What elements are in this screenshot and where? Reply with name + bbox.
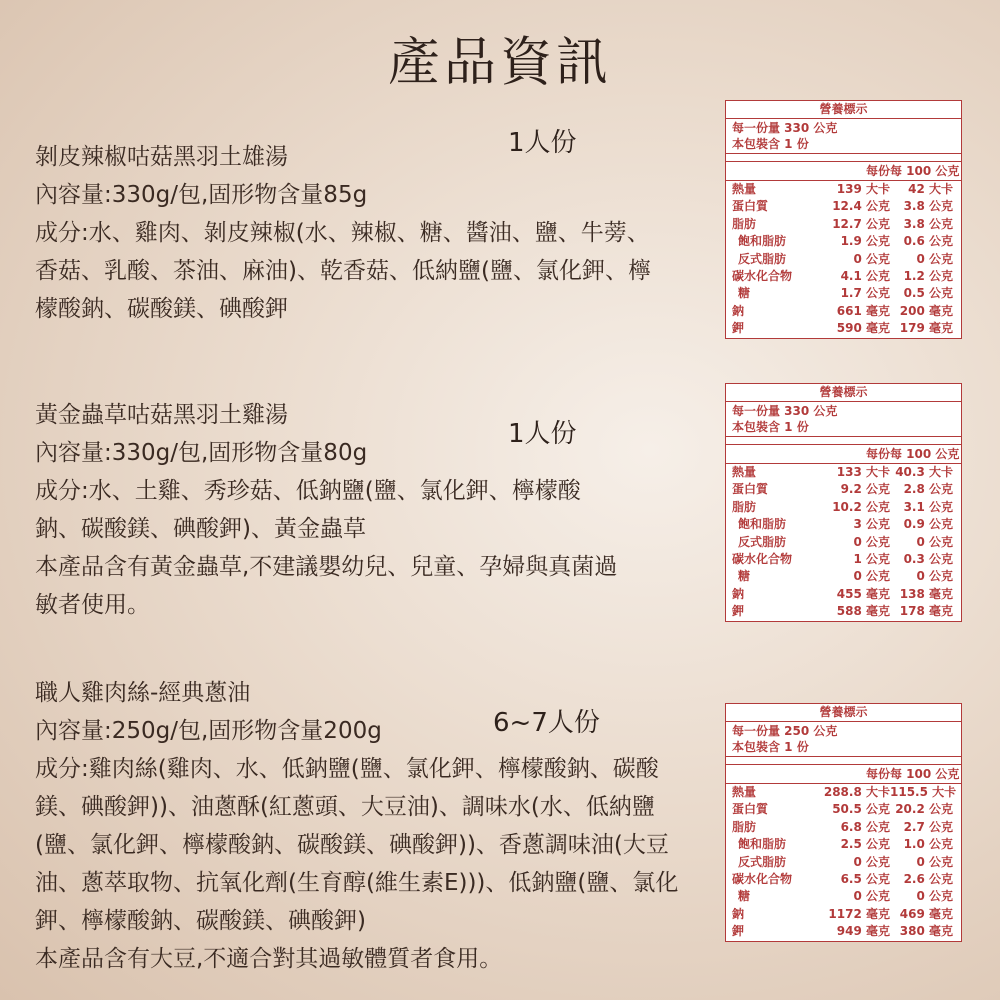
nutrition-row [726, 871, 961, 888]
per-serving-quantity: 每一份量 250 公克 [732, 724, 838, 738]
nutrition-label-1 [725, 100, 962, 339]
ingredients-line: 成分:水、土雞、秀珍菇、低鈉鹽(鹽、氯化鉀、檸檬酸 [35, 478, 581, 504]
nutrient-per-100g: 0 公克 [916, 569, 953, 584]
nutrient-label: 熱量 [732, 465, 757, 479]
nutrition-row [726, 499, 961, 516]
servings-per-package: 本包裝含 1 份 [732, 420, 809, 434]
nutrient-label: 鉀 [732, 321, 745, 336]
nutrition-row [726, 233, 961, 250]
nutrient-per-serving: 949 毫克 [836, 924, 890, 939]
nutrient-per-serving: 4.1 公克 [840, 268, 890, 283]
serving-size: 6~7人份 [493, 708, 600, 738]
nutrient-label: 鈉 [732, 906, 745, 921]
nutrient-per-serving: 2.5 公克 [840, 837, 890, 852]
nutrient-per-serving: 0 公克 [853, 534, 890, 549]
nutrition-label-3 [725, 703, 962, 942]
nutrient-label: 糖 [738, 889, 751, 904]
nutrient-per-serving: 1.7 公克 [840, 286, 890, 301]
col-per-serving: 每份 [865, 447, 890, 461]
nutrient-per-100g: 0 公克 [916, 889, 953, 904]
nutrition-row [726, 819, 961, 836]
nutrient-per-100g: 0 公克 [916, 251, 953, 266]
nutrition-row [726, 568, 961, 585]
nutrient-label: 碳水化合物 [732, 871, 793, 886]
product-3 [35, 674, 725, 978]
nutrition-row [726, 801, 961, 818]
nutrient-label: 糖 [738, 286, 751, 301]
nutrient-label: 脂肪 [732, 819, 757, 834]
nutrient-per-100g: 2.8 公克 [903, 482, 953, 497]
ingredients-line: 香菇、乳酸、茶油、麻油)、乾香菇、低納鹽(鹽、氯化鉀、檸 [35, 258, 651, 284]
nutrient-per-100g: 200 毫克 [899, 303, 953, 318]
product-name: 剝皮辣椒咕菇黑羽土雄湯 [35, 144, 288, 170]
per-serving-quantity: 每一份量 330 公克 [732, 404, 838, 418]
nutrient-per-serving: 10.2 公克 [832, 499, 890, 514]
nutrient-label: 碳水化合物 [732, 551, 793, 566]
ingredients-line: 鉀、檸檬酸鈉、碳酸鎂、碘酸鉀) [35, 908, 366, 934]
product-2 [35, 396, 725, 624]
serving-size: 1人份 [508, 419, 577, 449]
nutrient-per-serving: 661 毫克 [836, 303, 890, 318]
nutrient-per-serving: 3 公克 [853, 517, 890, 532]
nutrient-label: 碳水化合物 [732, 268, 793, 283]
nutrition-heading: 營養標示 [726, 101, 961, 119]
nutrition-row [726, 516, 961, 533]
nutrient-per-100g: 115.5 大卡 [890, 785, 957, 799]
nutrient-per-100g: 469 毫克 [899, 906, 953, 921]
nutrition-row [726, 854, 961, 871]
per-serving-quantity: 每一份量 330 公克 [732, 121, 838, 135]
nutrient-per-100g: 3.8 公克 [903, 199, 953, 214]
nutrient-per-serving: 455 毫克 [836, 586, 890, 601]
nutrient-per-100g: 2.7 公克 [903, 819, 953, 834]
nutrition-row [726, 303, 961, 320]
nutrition-heading: 營養標示 [726, 384, 961, 402]
nutrient-label: 鉀 [732, 924, 745, 939]
nutrient-label: 脂肪 [732, 499, 757, 514]
nutrient-per-serving: 0 公克 [853, 889, 890, 904]
ingredients-line: (鹽、氯化鉀、檸檬酸鈉、碳酸鎂、碘酸鉀))、香蔥調味油(大豆 [35, 832, 669, 858]
nutrition-row [726, 181, 961, 198]
nutrient-label: 鈉 [732, 303, 745, 318]
col-per-serving: 每份 [865, 164, 890, 178]
nutrient-label: 飽和脂肪 [738, 837, 787, 852]
nutrient-per-serving: 12.7 公克 [832, 216, 890, 231]
product-name: 職人雞肉絲-經典蔥油 [35, 680, 251, 706]
nutrition-row [726, 320, 961, 337]
nutrient-label: 脂肪 [732, 216, 757, 231]
product-content: 內容量:250g/包,固形物含量200g [35, 718, 382, 744]
nutrient-label: 飽和脂肪 [738, 234, 787, 249]
nutrient-label: 反式脂肪 [738, 251, 787, 266]
nutrition-row [726, 285, 961, 302]
nutrition-rows [726, 784, 961, 941]
serving-size: 1人份 [508, 128, 577, 158]
nutrient-per-100g: 138 毫克 [899, 586, 953, 601]
nutrient-label: 熱量 [732, 785, 757, 799]
nutrient-per-100g: 1.0 公克 [903, 837, 953, 852]
product-content: 內容量:330g/包,固形物含量85g [35, 182, 368, 208]
nutrition-heading: 營養標示 [726, 704, 961, 722]
nutrient-per-serving: 6.8 公克 [840, 819, 890, 834]
servings-per-package: 本包裝含 1 份 [732, 740, 809, 754]
nutrient-per-serving: 1172 毫克 [828, 906, 890, 921]
nutrient-per-100g: 380 毫克 [899, 924, 953, 939]
nutrition-row [726, 586, 961, 603]
nutrient-label: 熱量 [732, 182, 757, 196]
nutrient-label: 糖 [738, 569, 751, 584]
nutrient-per-100g: 0.5 公克 [903, 286, 953, 301]
nutrition-row [726, 906, 961, 923]
ingredients-line: 成分:水、雞肉、剝皮辣椒(水、辣椒、糖、醬油、鹽、牛蒡、 [35, 220, 650, 246]
nutrition-row [726, 534, 961, 551]
nutrient-label: 鉀 [732, 604, 745, 619]
nutrient-per-100g: 42 大卡 [908, 182, 953, 196]
nutrition-row [726, 603, 961, 620]
nutrient-per-100g: 3.1 公克 [903, 499, 953, 514]
nutrient-per-100g: 0 公克 [916, 534, 953, 549]
nutrient-per-serving: 139 大卡 [836, 182, 890, 196]
nutrient-label: 鈉 [732, 586, 745, 601]
nutrient-per-serving: 588 毫克 [836, 604, 890, 619]
nutrient-label: 蛋白質 [732, 482, 769, 497]
nutrient-per-100g: 1.2 公克 [903, 268, 953, 283]
nutrient-label: 飽和脂肪 [738, 517, 787, 532]
nutrition-row [726, 216, 961, 233]
col-per-100g: 每 100 公克 [890, 447, 960, 461]
nutrition-row [726, 198, 961, 215]
nutrient-per-100g: 0.3 公克 [903, 551, 953, 566]
nutrition-label-2 [725, 383, 962, 622]
nutrition-row [726, 251, 961, 268]
ingredients-line: 成分:雞肉絲(雞肉、水、低鈉鹽(鹽、氯化鉀、檸檬酸鈉、碳酸 [35, 756, 659, 782]
nutrient-per-serving: 9.2 公克 [840, 482, 890, 497]
nutrient-per-serving: 6.5 公克 [840, 871, 890, 886]
nutrient-label: 反式脂肪 [738, 854, 787, 869]
nutrition-row [726, 481, 961, 498]
nutrient-per-serving: 1 公克 [853, 551, 890, 566]
col-per-serving: 每份 [865, 767, 890, 781]
nutrition-row [726, 784, 961, 801]
ingredients-line: 油、蔥萃取物、抗氧化劑(生育醇(維生素E)))、低鈉鹽(鹽、氯化 [35, 870, 679, 896]
nutrient-label: 蛋白質 [732, 199, 769, 214]
nutrient-per-serving: 1.9 公克 [840, 234, 890, 249]
nutrient-per-serving: 590 毫克 [836, 321, 890, 336]
nutrient-per-100g: 3.8 公克 [903, 216, 953, 231]
nutrition-row [726, 551, 961, 568]
ingredients-line: 鎂、碘酸鉀))、油蔥酥(紅蔥頭、大豆油)、調味水(水、低納鹽 [35, 794, 655, 820]
ingredients-line: 本產品含有大豆,不適合對其過敏體質者食用。 [35, 946, 503, 972]
product-1 [35, 138, 725, 328]
nutrient-per-100g: 178 毫克 [899, 604, 953, 619]
nutrient-per-serving: 288.8 大卡 [823, 785, 890, 799]
nutrient-per-100g: 0.9 公克 [903, 517, 953, 532]
product-content: 內容量:330g/包,固形物含量80g [35, 440, 368, 466]
nutrient-per-serving: 133 大卡 [836, 465, 890, 479]
nutrition-row [726, 268, 961, 285]
ingredients-line: 敏者使用。 [35, 592, 150, 618]
nutrient-per-100g: 0 公克 [916, 854, 953, 869]
nutrient-per-serving: 0 公克 [853, 854, 890, 869]
nutrient-per-serving: 50.5 公克 [832, 802, 890, 817]
ingredients-line: 本產品含有黃金蟲草,不建議嬰幼兒、兒童、孕婦與真菌過 [35, 554, 618, 580]
nutrition-rows [726, 464, 961, 621]
nutrition-rows [726, 181, 961, 338]
nutrition-row [726, 836, 961, 853]
nutrient-per-100g: 179 毫克 [899, 321, 953, 336]
ingredients-line: 鈉、碳酸鎂、碘酸鉀)、黃金蟲草 [35, 516, 366, 542]
nutrient-per-serving: 0 公克 [853, 251, 890, 266]
nutrient-per-100g: 20.2 公克 [895, 802, 953, 817]
nutrition-row [726, 888, 961, 905]
nutrient-label: 反式脂肪 [738, 534, 787, 549]
nutrient-per-100g: 2.6 公克 [903, 871, 953, 886]
col-per-100g: 每 100 公克 [890, 164, 960, 178]
col-per-100g: 每 100 公克 [890, 767, 960, 781]
page-title: 產品資訊 [387, 33, 612, 93]
nutrient-per-100g: 0.6 公克 [903, 234, 953, 249]
nutrient-label: 蛋白質 [732, 802, 769, 817]
nutrition-row [726, 464, 961, 481]
servings-per-package: 本包裝含 1 份 [732, 137, 809, 151]
nutrient-per-100g: 40.3 大卡 [895, 465, 953, 479]
nutrient-per-serving: 12.4 公克 [832, 199, 890, 214]
nutrient-per-serving: 0 公克 [853, 569, 890, 584]
product-name: 黃金蟲草咕菇黑羽土雞湯 [35, 402, 288, 428]
nutrition-row [726, 923, 961, 940]
ingredients-line: 檬酸鈉、碳酸鎂、碘酸鉀 [35, 296, 288, 322]
